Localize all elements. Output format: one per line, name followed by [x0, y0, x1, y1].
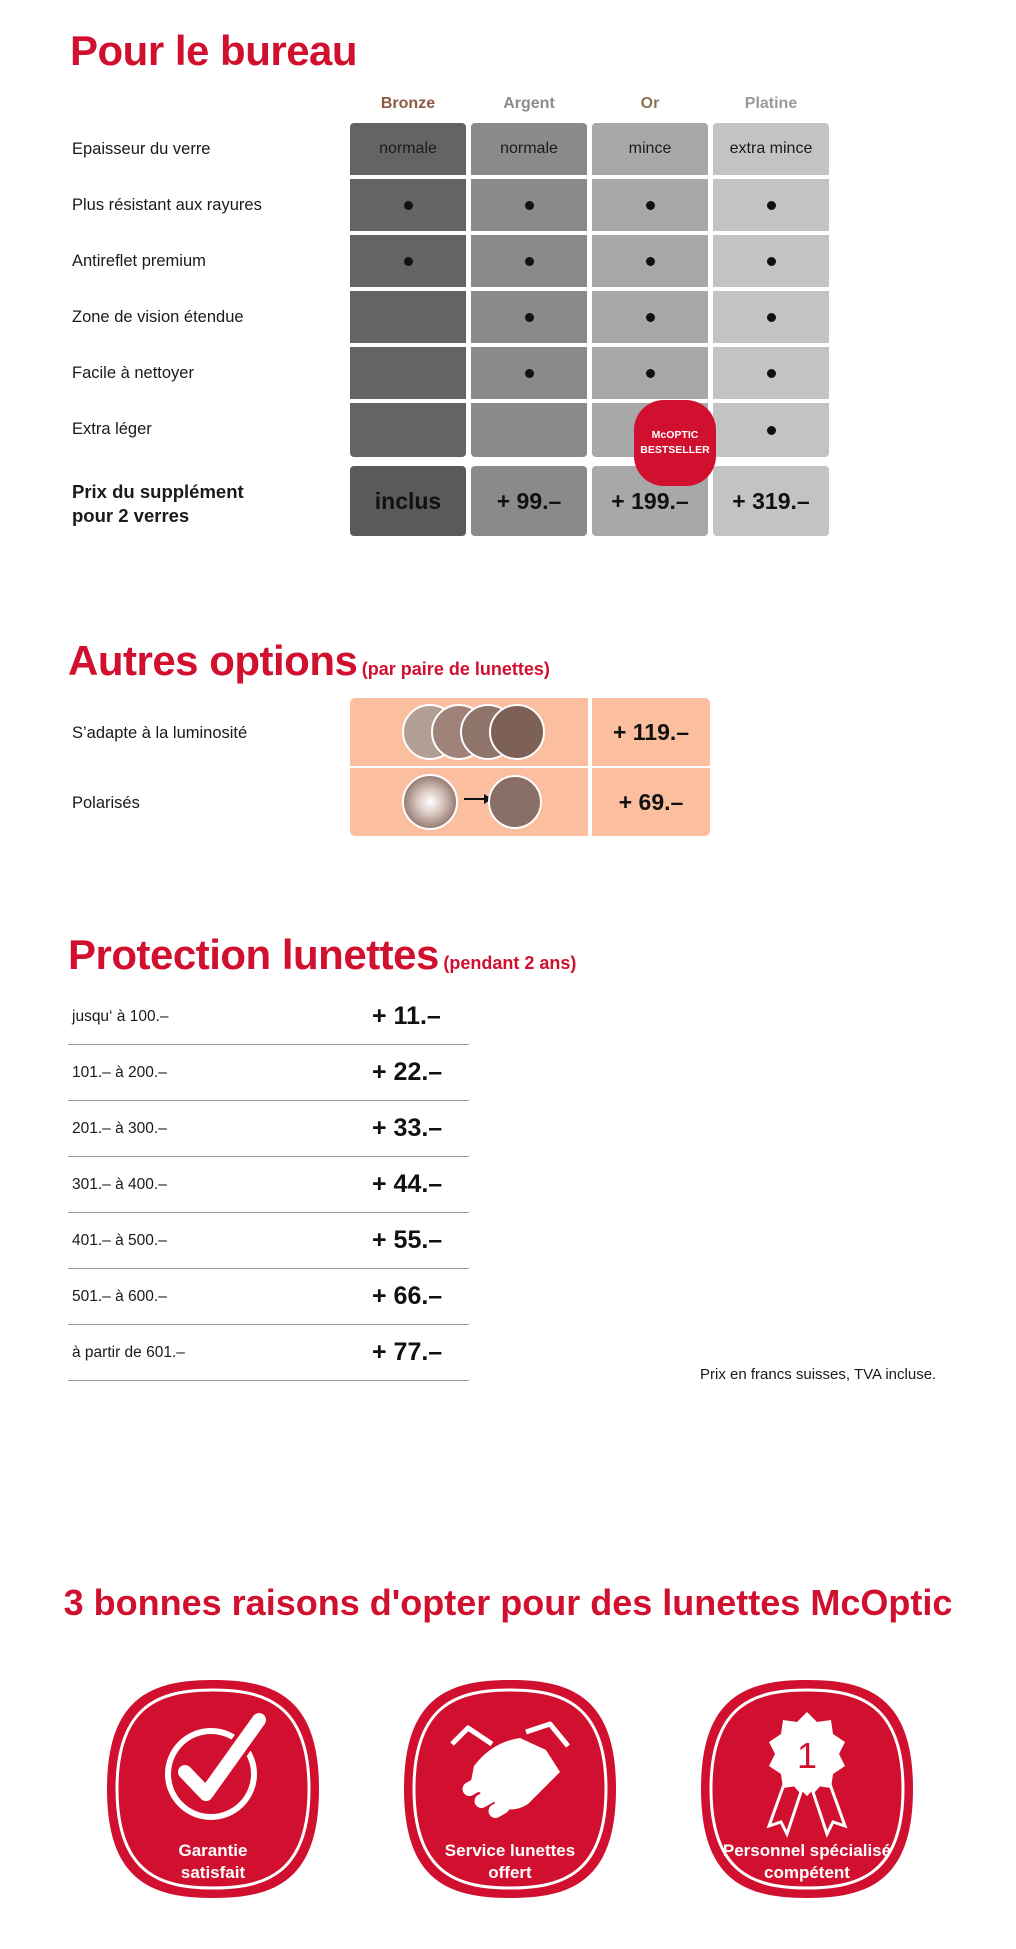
bestseller-line1: McOPTIC	[651, 429, 699, 441]
feature-label-3: Zone de vision étendue	[72, 308, 244, 326]
protection-range: 301.– à 400.–	[72, 1176, 167, 1193]
reason-3-line1: Personnel spécialisé	[722, 1841, 892, 1860]
grid-cell-r3-c0	[350, 291, 466, 345]
reason-badge-service	[400, 1676, 620, 1902]
protection-row	[68, 1270, 469, 1325]
protection-range: à partir de 601.–	[72, 1344, 185, 1361]
protection-row	[68, 1158, 469, 1213]
included-dot-icon	[525, 201, 534, 210]
option-price-polarized	[592, 768, 710, 836]
options-subtitle: (par paire de lunettes)	[361, 659, 550, 679]
protection-price: + 22.–	[372, 1058, 443, 1086]
included-dot-icon	[525, 369, 534, 378]
included-dot-icon	[404, 257, 413, 266]
section-title-options	[68, 637, 550, 684]
protection-title: Protection lunettes	[68, 931, 439, 978]
cell-text: mince	[628, 140, 672, 157]
reason-badge-staff	[697, 1676, 917, 1902]
grid-cell-r0-c1	[471, 123, 587, 177]
protection-range: 401.– à 500.–	[72, 1232, 167, 1249]
option-visual-adaptive	[350, 698, 588, 766]
reason-2-line1: Service lunettes	[444, 1841, 576, 1860]
reason-1-line2: satisfait	[180, 1863, 246, 1882]
included-dot-icon	[646, 201, 655, 210]
grid-cell-r1-c2	[592, 179, 708, 233]
price-label-line1: Prix du supplément	[72, 481, 244, 502]
section-title-protection	[68, 931, 577, 978]
protection-price: + 33.–	[372, 1114, 443, 1142]
protection-price: + 44.–	[372, 1170, 443, 1198]
option-label-adaptive: S’adapte à la luminosité	[72, 724, 248, 742]
protection-row	[68, 1214, 469, 1269]
options-title: Autres options	[68, 637, 358, 684]
grid-cell-r2-c2	[592, 235, 708, 289]
included-dot-icon	[767, 313, 776, 322]
grid-cell-r0-c3	[713, 123, 829, 177]
option-label-polarized: Polarisés	[72, 794, 140, 812]
reason-3-line2: compétent	[764, 1863, 850, 1882]
grid-cell-r1-c0	[350, 179, 466, 233]
grid-cell-r0-c0	[350, 123, 466, 177]
protection-subtitle: (pendant 2 ans)	[443, 953, 577, 973]
tier-price-2: + 199.–	[592, 466, 708, 536]
included-dot-icon	[767, 257, 776, 266]
option-price-polarized-text: + 69.–	[618, 788, 684, 815]
protection-range: jusqu‘ à 100.–	[72, 1008, 169, 1025]
price-label-line2: pour 2 verres	[72, 505, 190, 526]
tier-header-2: Or	[640, 95, 660, 112]
reason-badge-guarantee	[103, 1676, 323, 1902]
protection-range: 201.– à 300.–	[72, 1120, 167, 1137]
included-dot-icon	[646, 369, 655, 378]
grid-cell-r4-c0	[350, 347, 466, 401]
grid-cell-r5-c1	[471, 403, 587, 457]
grid-cell-r4-c2	[592, 347, 708, 401]
included-dot-icon	[767, 426, 776, 435]
section-title-bureau: Pour le bureau	[70, 27, 358, 74]
price-note: Prix en francs suisses, TVA incluse.	[700, 1366, 937, 1383]
price-label	[72, 480, 244, 528]
award-number: 1	[796, 1735, 818, 1776]
feature-label-2: Antireflet premium	[72, 252, 206, 270]
tier-price-0: inclus	[350, 466, 466, 536]
bestseller-badge	[634, 400, 716, 486]
protection-row	[68, 1102, 469, 1157]
tier-header-1: Argent	[503, 95, 555, 112]
option-price-adaptive	[592, 698, 710, 766]
tier-header-3: Platine	[744, 95, 798, 112]
grid-cell-r4-c3	[713, 347, 829, 401]
grid-cell-r3-c3	[713, 291, 829, 345]
protection-price: + 11.–	[372, 1002, 441, 1030]
included-dot-icon	[767, 369, 776, 378]
feature-label-0: Epaisseur du verre	[72, 140, 211, 158]
tier-price-3: + 319.–	[713, 466, 829, 536]
protection-price: + 66.–	[372, 1282, 443, 1310]
included-dot-icon	[646, 257, 655, 266]
protection-range: 101.– à 200.–	[72, 1064, 167, 1081]
grid-cell-r3-c1	[471, 291, 587, 345]
grid-cell-r2-c1	[471, 235, 587, 289]
bestseller-line2: BESTSELLER	[640, 444, 710, 456]
feature-label-1: Plus résistant aux rayures	[72, 196, 262, 214]
protection-price: + 77.–	[372, 1338, 443, 1366]
reason-2-line2: offert	[488, 1863, 532, 1882]
option-visual-polarized	[350, 768, 588, 836]
protection-row	[68, 1326, 469, 1381]
grid-cell-r0-c2	[592, 123, 708, 177]
grid-cell-r4-c1	[471, 347, 587, 401]
cell-text: extra mince	[729, 140, 813, 157]
feature-label-4: Facile à nettoyer	[72, 364, 194, 382]
protection-price: + 55.–	[372, 1226, 443, 1254]
polarized-lens-icon	[350, 768, 588, 836]
reason-1-line1: Garantie	[178, 1841, 248, 1860]
protection-row	[68, 990, 469, 1045]
included-dot-icon	[525, 313, 534, 322]
cell-text: normale	[500, 140, 558, 157]
grid-cell-r5-c0	[350, 403, 466, 457]
protection-row	[68, 1046, 469, 1101]
tier-header-0: Bronze	[380, 95, 436, 112]
grid-cell-r2-c3	[713, 235, 829, 289]
tier-price-1: + 99.–	[471, 466, 587, 536]
tint-gradient-icon	[350, 698, 588, 766]
grid-cell-r2-c0	[350, 235, 466, 289]
feature-label-5: Extra léger	[72, 420, 152, 438]
grid-cell-r1-c3	[713, 179, 829, 233]
included-dot-icon	[767, 201, 776, 210]
grid-cell-r5-c3	[713, 403, 829, 457]
reasons-title: 3 bonnes raisons d'opter pour des lunettes McOptic	[63, 1582, 953, 1623]
included-dot-icon	[646, 313, 655, 322]
included-dot-icon	[525, 257, 534, 266]
protection-range: 501.– à 600.–	[72, 1288, 167, 1305]
grid-cell-r1-c1	[471, 179, 587, 233]
cell-text: normale	[379, 140, 437, 157]
included-dot-icon	[404, 201, 413, 210]
option-price-adaptive-text: + 119.–	[612, 718, 690, 745]
grid-cell-r3-c2	[592, 291, 708, 345]
